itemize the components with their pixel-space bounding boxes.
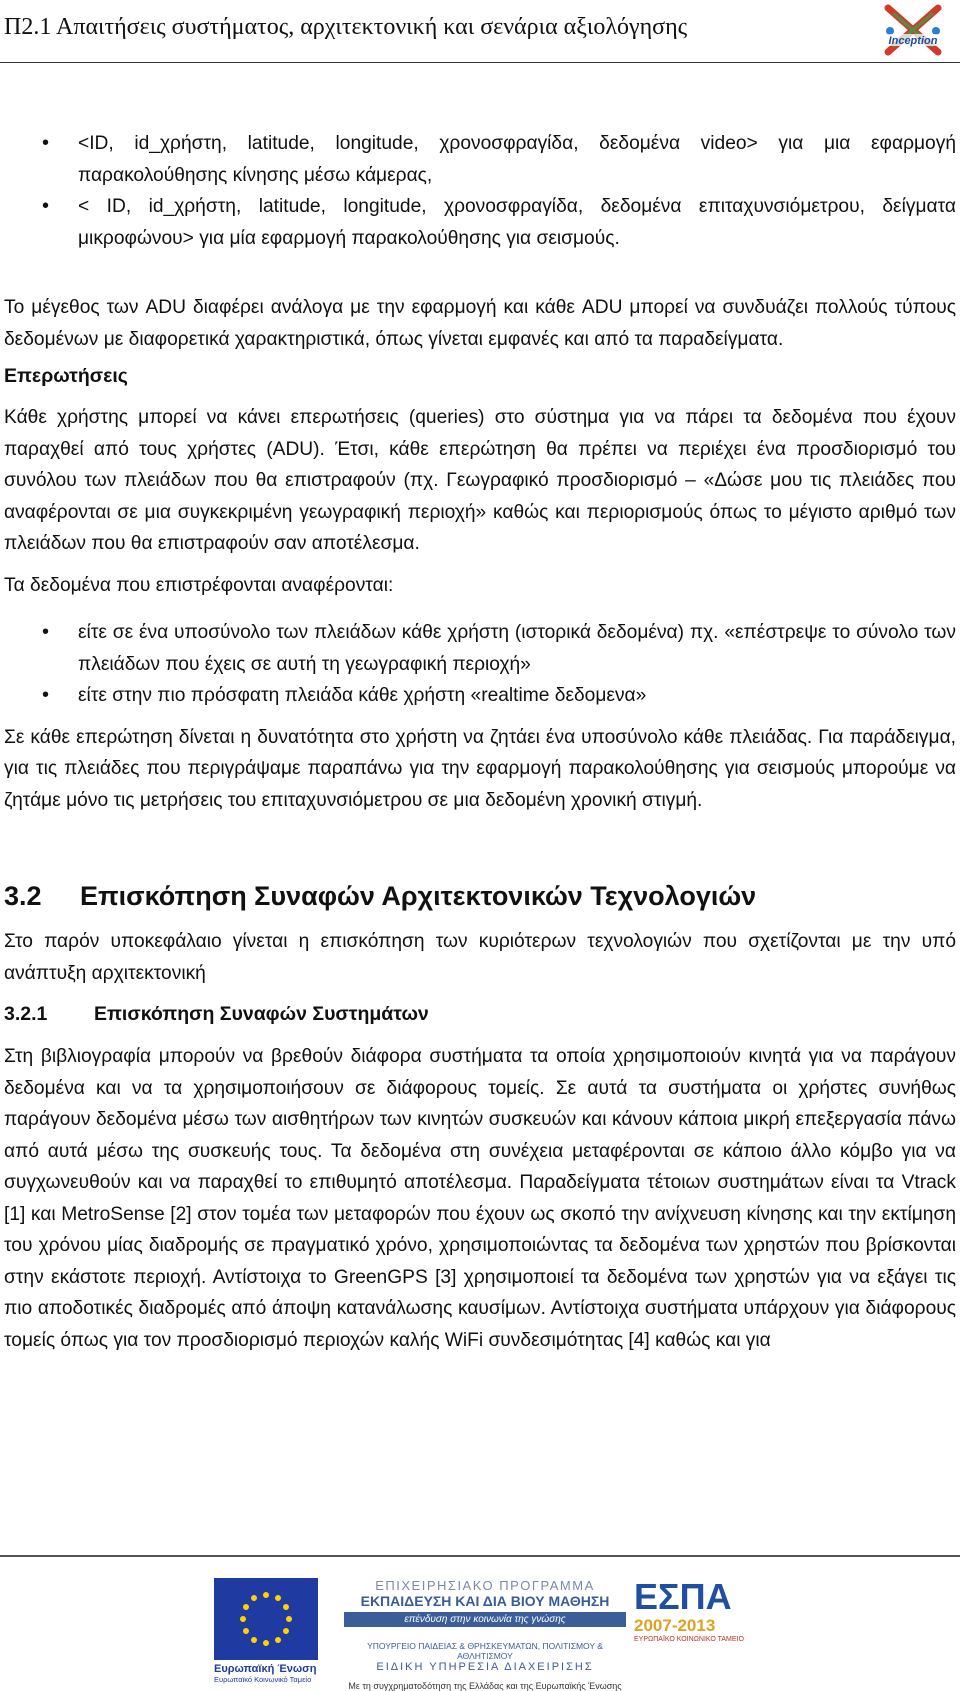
eu-subcaption: Ευρωπαϊκό Κοινωνικό Ταμείο: [214, 1675, 312, 1684]
adu-examples-list: [4, 128, 956, 254]
paragraph-returned-data: Τα δεδομένα που επιστρέφονται αναφέρονται:: [4, 574, 394, 596]
op-title: ΕΠΙΧΕΙΡΗΣΙΑΚΟ ΠΡΟΓΡΑΜΜΑ: [375, 1578, 595, 1593]
espa-years: 2007-2013: [634, 1616, 716, 1635]
logo-text: Inception: [888, 35, 938, 47]
section-title: Επισκόπηση Συναφών Αρχιτεκτονικών Τεχνολογιών: [80, 881, 757, 911]
list-item: • <ID, id_χρήστη, latitude, longitude, χρονοσφραγίδα, δεδομένα video> για μια εφαρμογή παρακολούθησης κίνησης μέσω κάμερας,: [4, 128, 956, 191]
op-name: ΕΚΠΑΙΔΕΥΣΗ ΚΑΙ ΔΙΑ ΒΙΟΥ ΜΑΘΗΣΗ: [360, 1593, 610, 1609]
document-body: [4, 128, 956, 1356]
section-number: 3.2: [4, 881, 42, 911]
footer-divider: [0, 1555, 960, 1557]
heading-queries: Επερωτήσεις: [4, 365, 128, 387]
subsection-heading: [4, 999, 956, 1029]
op-agency: ΕΙΔΙΚΗ ΥΠΗΡΕΣΙΑ ΔΙΑΧΕΙΡΙΣΗΣ: [376, 1661, 594, 1673]
returned-data-list: [4, 617, 956, 712]
operational-programme-logo: [344, 1578, 626, 1691]
page-title: Π2.1 Απαιτήσεις συστήματος, αρχιτεκτονική και σενάρια αξιολόγησης: [4, 14, 688, 40]
funding-footer: [0, 1572, 960, 1691]
list-item: • < ID, id_χρήστη, latitude, longitude, χρονοσφραγίδα, δεδομένα επιταχυνσιόμετρου, δείγματα μικροφώνου> για μία εφαρμογή παρακολούθησης για σεισμούς.: [4, 191, 956, 254]
paragraph-related-systems: Στη βιβλιογραφία μπορούν να βρεθούν διάφορα συστήματα τα οποία χρησιμοποιούν κινητά για να παράγουν δεδομένα και να τα χρησιμοποιήσουν σε διάφορους τομείς. Σε αυτά τα συστήματα οι χρήστες συνήθως παράγουν δεδομένα μέσω των αισθητήρων των κινητών συσκευών και κάνουν κάποια μικρή επεξεργασία πάνω από αυτά μέσω της συσκευής τους. Τα δεδομένα στη συνέχεια μεταφέρονται σε κάποιο άλλο κόμβο για να συγχωνευθούν και να παραχθεί το επιθυμητό αποτέλεσμα. Παραδείγματα τέτοιων συστημάτων είναι τα Vtrack [1] και MetroSense [2] στον τομέα των μεταφορών που έχουν ως σκοπό την ανίχνευση κίνησης και την εκτίμηση του χρόνου μίας διαδρομής σε πραγματικό χρόνο, χρησιμοποιώντας τα δεδομένα των χρηστών που βρίσκονται στην εκάστοτε περιοχή. Αντίστοιχα το GreenGPS [3] χρησιμοποιεί τα δεδομένα των χρηστών για να εξάγει τις πιο αποδοτικές διαδρομές από άποψη κατανάλωσης καυσίμων. Αντίστοιχα συστήματα υπάρχουν για διάφορους τομείς όπως για τον προσδιορισμό περιοχών καλής WiFi συνδεσιμότητας [4] καθώς και για: [4, 1046, 956, 1351]
cofunding-note: Με τη συγχρηματοδότηση της Ελλάδας και της Ευρωπαϊκής Ένωσης: [348, 1681, 622, 1691]
paragraph-queries: Κάθε χρήστης μπορεί να κάνει επερωτήσεις (queries) στο σύστημα για να πάρει τα δεδομένα που έχουν παραχθεί από τους χρήστες (ADU). Έτσι, κάθε επερώτηση θα πρέπει να περιέχει ένα προσδιορισμό του συνόλου των πλειάδων που θα επιστραφούν (πχ. Γεωγραφικό προσδιορισμό – «Δώσε μου τις πλειάδες που αναφέρονται σε μια συγκεκριμένη γεωγραφική περιοχή» καθώς και περιορισμούς όπως το μέγιστο αριθμό των πλειάδων που θα επιστραφούν σαν αποτέλεσμα.: [4, 407, 956, 554]
eu-caption: Ευρωπαϊκή Ένωση: [214, 1663, 317, 1675]
subsection-title: Επισκόπηση Συναφών Συστημάτων: [94, 1003, 429, 1025]
section-heading: [4, 878, 956, 914]
paragraph-section-intro: Στο παρόν υποκεφάλαιο γίνεται η επισκόπηση των κυριότερων τεχνολογιών που σχετίζονται με την υπό ανάπτυξη αρχιτεκτονική: [4, 931, 956, 984]
paragraph-subset: Σε κάθε επερώτηση δίνεται η δυνατότητα στο χρήστη να ζητάει ένα υποσύνολο κάθε πλειάδας. Για παράδειγμα, για τις πλειάδες που περιγράψαμε παραπάνω για την εφαρμογή παρακολούθησης για σεισμούς μπορούμε να ζητάμε μόνο τις μετρήσεις του επιταχυνσιόμετρου σε μια δεδομένη χρονική στιγμή.: [4, 726, 956, 811]
op-ministry: ΥΠΟΥΡΓΕΙΟ ΠΑΙΔΕΙΑΣ & ΘΡΗΣΚΕΥΜΑΤΩΝ, ΠΟΛΙΤΙΣΜΟΥ & ΑΘΛΗΤΙΣΜΟΥ: [367, 1641, 603, 1661]
op-slogan: επένδυση στην κοινωνία της γνώσης: [344, 1612, 626, 1627]
espa-subcaption: ΕΥΡΩΠΑΪΚΟ ΚΟΙΝΩΝΙΚΟ ΤΑΜΕΙΟ: [634, 1636, 744, 1643]
espa-word: ΕΣΠΑ: [634, 1576, 732, 1617]
paragraph-adu-size: Το μέγεθος των ADU διαφέρει ανάλογα με την εφαρμογή και κάθε ADU μπορεί να συνδυάζει πολλούς τύπους δεδομένων με διαφορετικά χαρακτηριστικά, όπως γίνεται εμφανές και από τα παραδείγματα.: [4, 297, 956, 350]
inception-logo-icon: [876, 4, 950, 58]
espa-logo: [634, 1578, 744, 1643]
subsection-number: 3.2.1: [4, 1003, 48, 1025]
page-header: [0, 0, 960, 63]
list-item: • είτε σε ένα υποσύνολο των πλειάδων κάθε χρήστη (ιστορικά δεδομένα) πχ. «επέστρεψε το σύνολο των πλειάδων που έχεις σε αυτή τη γεωγραφική περιοχή»: [4, 617, 956, 680]
eu-logo: [214, 1578, 324, 1684]
list-item: • είτε στην πιο πρόσφατη πλειάδα κάθε χρήστη «realtime δεδομενα»: [4, 680, 956, 712]
eu-flag-icon: [214, 1578, 318, 1660]
